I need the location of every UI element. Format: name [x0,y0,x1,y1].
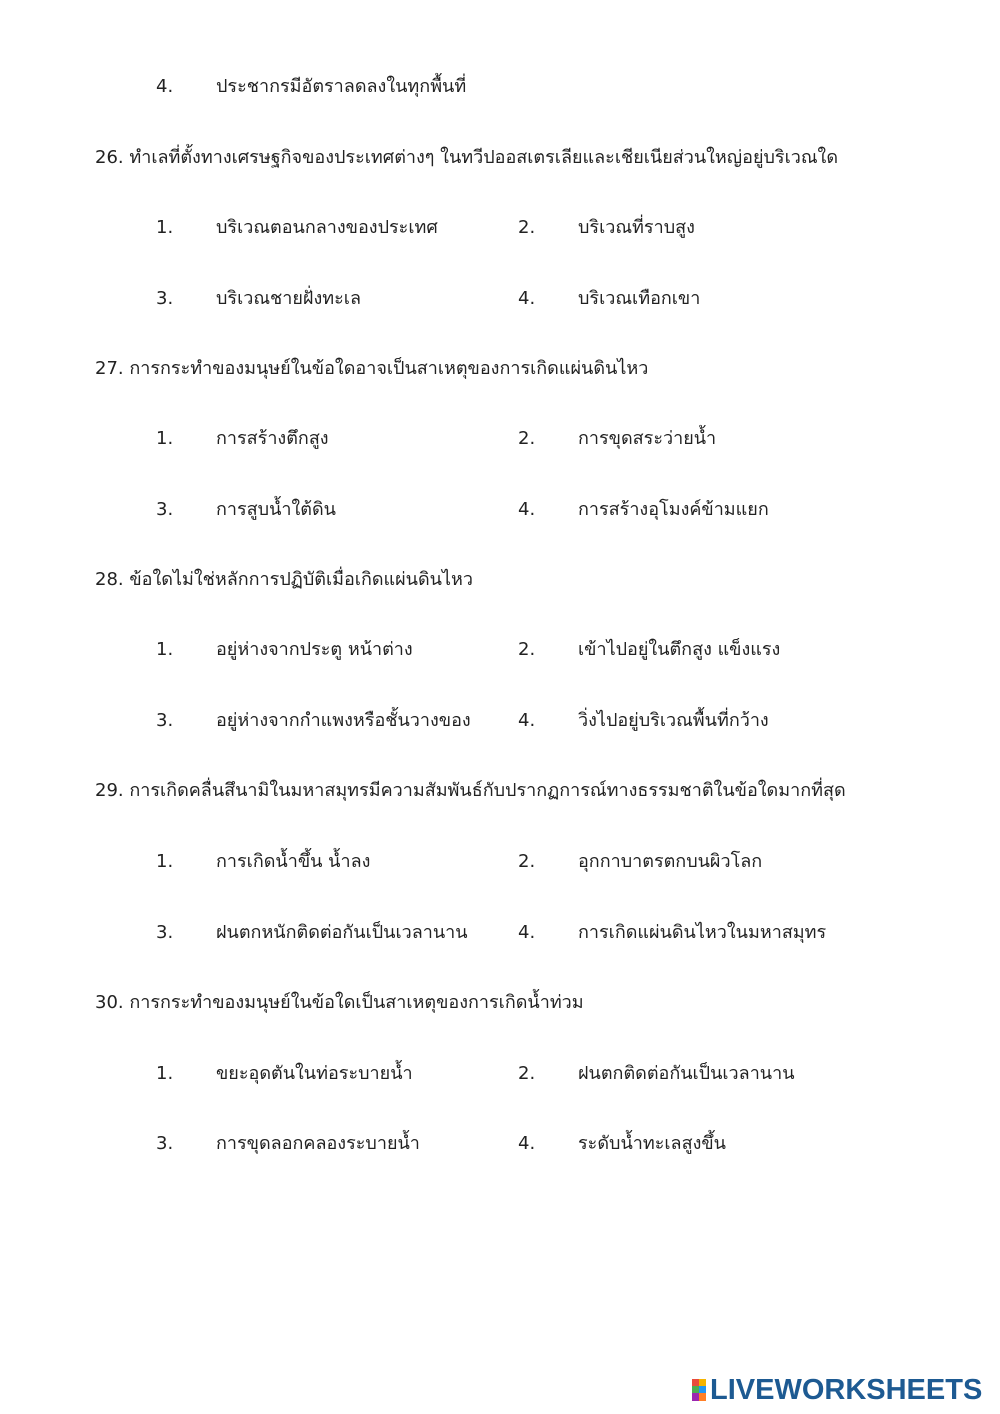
option-number: 3. [156,1133,174,1154]
option-number: 1. [156,1063,174,1084]
option-number: 2. [518,851,536,872]
option-text[interactable]: การสร้างตึกสูง [216,428,329,449]
option-number: 4. [518,922,536,943]
option-text[interactable]: การสร้างอุโมงค์ข้ามแยก [578,499,769,520]
option-number: 2. [518,428,536,449]
option-number: 4. [518,1133,536,1154]
option-text[interactable]: วิ่งไปอยู่บริเวณพื้นที่กว้าง [578,710,769,731]
option-text[interactable]: ขยะอุดตันในท่อระบายน้ำ [216,1063,413,1084]
option-number: 2. [518,217,536,238]
liveworksheets-logo-icon [692,1379,706,1401]
option-text[interactable]: ฝนตกติดต่อกันเป็นเวลานาน [578,1063,795,1084]
question-28-text: 28. ข้อใดไม่ใช่หลักการปฏิบัติเมื่อเกิดแผ่นดินไหว [95,569,473,590]
question-26-text: 26. ทำเลที่ตั้งทางเศรษฐกิจของประเทศต่างๆ ในทวีปออสเตรเลียและเชียเนียส่วนใหญ่อยู่บริเวณใด [95,147,839,168]
option-number: 4. [156,76,174,97]
option-text[interactable]: บริเวณตอนกลางของประเทศ [216,217,438,238]
option-number: 1. [156,217,174,238]
option-text[interactable]: การสูบน้ำใต้ดิน [216,499,336,520]
option-number: 3. [156,499,174,520]
option-text[interactable]: อยู่ห่างจากกำแพงหรือชั้นวางของ [216,710,471,731]
option-text[interactable]: อยู่ห่างจากประตู หน้าต่าง [216,639,413,660]
option-number: 1. [156,851,174,872]
option-text[interactable]: การเกิดแผ่นดินไหวในมหาสมุทร [578,922,827,943]
option-text[interactable]: เข้าไปอยู่ในตึกสูง แข็งแรง [578,639,781,660]
option-number: 4. [518,499,536,520]
liveworksheets-brand-text: LIVEWORKSHEETS [710,1374,983,1406]
liveworksheets-logo [692,1376,982,1404]
option-number: 4. [518,710,536,731]
option-number: 2. [518,639,536,660]
option-number: 4. [518,288,536,309]
option-number: 1. [156,639,174,660]
option-number: 3. [156,922,174,943]
option-text[interactable]: อุกกาบาตรตกบนผิวโลก [578,851,763,872]
option-text[interactable]: การเกิดน้ำขึ้น น้ำลง [216,851,371,872]
option-text[interactable]: ฝนตกหนักติดต่อกันเป็นเวลานาน [216,922,468,943]
option-text[interactable]: บริเวณเทือกเขา [578,288,701,309]
option-text[interactable]: บริเวณชายฝั่งทะเล [216,288,361,309]
option-number: 3. [156,288,174,309]
option-text: ประชากรมีอัตราลดลงในทุกพื้นที่ [216,76,467,97]
option-text[interactable]: บริเวณที่ราบสูง [578,217,695,238]
option-text[interactable]: การขุดสระว่ายน้ำ [578,428,717,449]
question-29-text: 29. การเกิดคลื่นสึนามิในมหาสมุทรมีความสัมพันธ์กับปรากฏการณ์ทางธรรมชาติในข้อใดมากที่สุด [95,780,846,801]
option-text[interactable]: การขุดลอกคลองระบายน้ำ [216,1133,420,1154]
question-27-text: 27. การกระทำของมนุษย์ในข้อใดอาจเป็นสาเหตุของการเกิดแผ่นดินไหว [95,358,649,379]
option-number: 2. [518,1063,536,1084]
question-30-text: 30. การกระทำของมนุษย์ในข้อใดเป็นสาเหตุของการเกิดน้ำท่วม [95,992,584,1013]
option-text[interactable]: ระดับน้ำทะเลสูงขึ้น [578,1133,726,1154]
option-number: 1. [156,428,174,449]
option-number: 3. [156,710,174,731]
